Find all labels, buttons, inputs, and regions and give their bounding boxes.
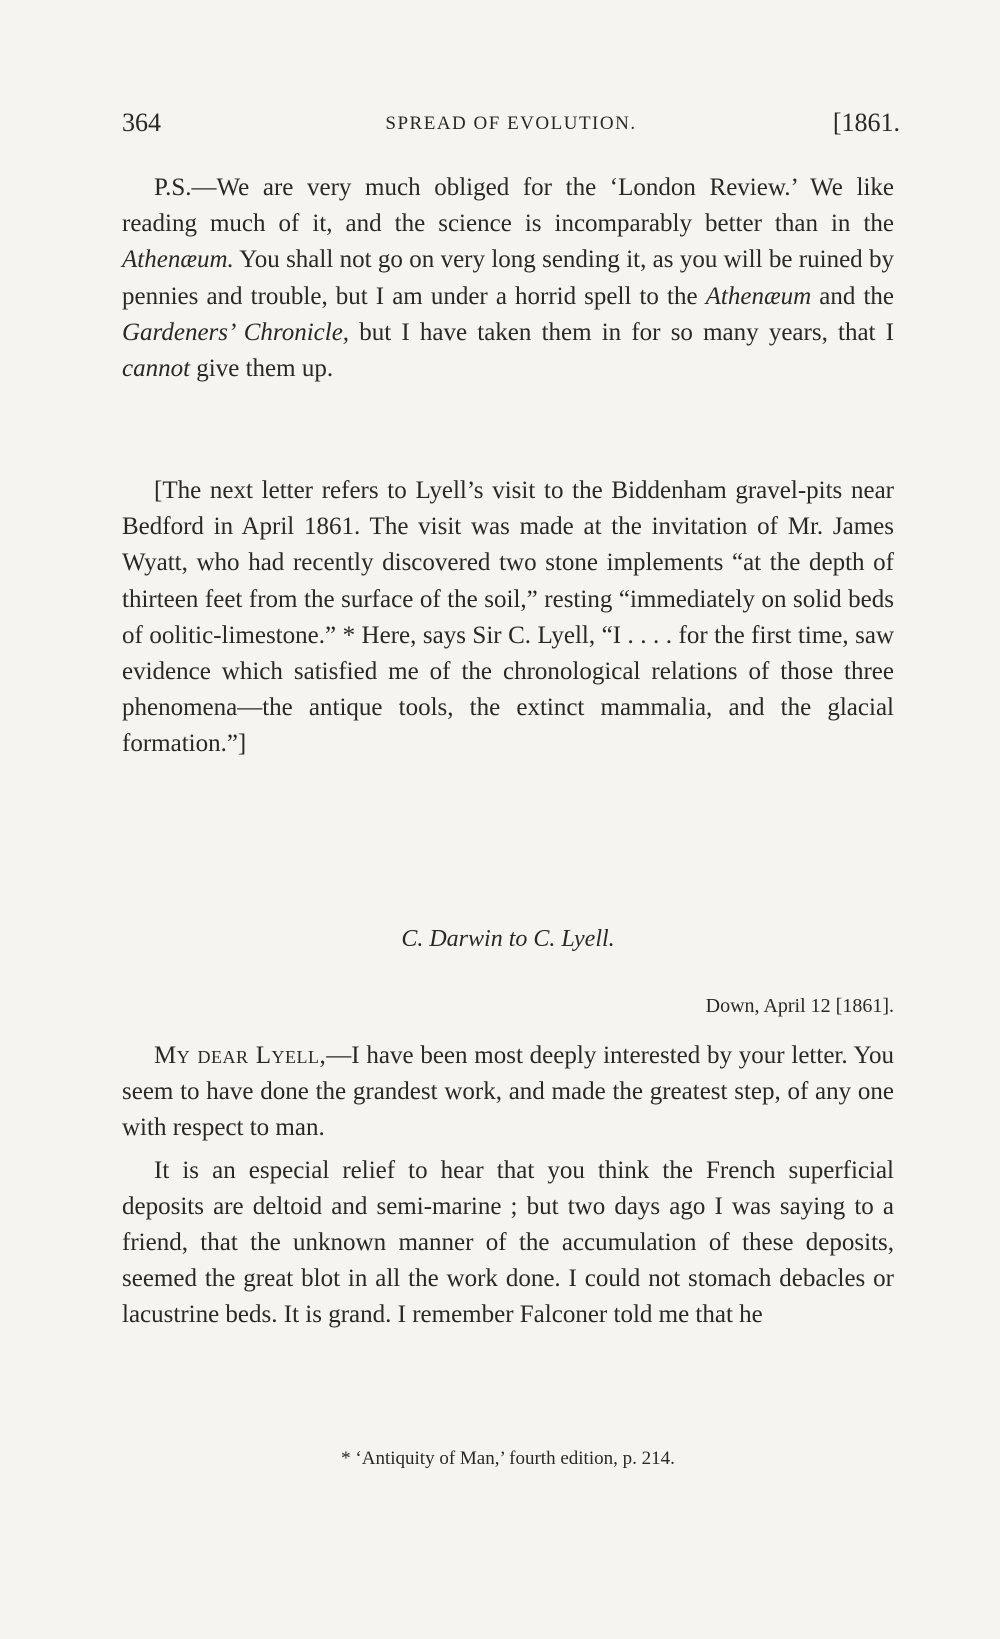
postscript-paragraph xyxy=(122,170,894,387)
postscript-italic-athenaeum: Athenæum xyxy=(705,282,812,310)
page-header xyxy=(122,108,900,148)
postscript-text-part: and the xyxy=(811,282,894,310)
postscript-text-part: but I have taken them in for so many years, that I xyxy=(349,318,894,346)
footnote: * ‘Antiquity of Man,’ fourth edition, p. 214. xyxy=(341,1448,675,1469)
letter-salutation: My dear Lyell, xyxy=(154,1042,327,1069)
letter-paragraph xyxy=(122,1038,894,1147)
page-number: 364 xyxy=(122,108,161,137)
letter-paragraph: It is an especial relief to hear that you think the French superficial deposits are deltoid and semi-marine ; but two days ago I was saying to a friend, that the unknown manner of the accumulation of these deposits, seemed the great blot in all the work done. I could not stomach debacles or lacustrine beds. It is grand. I remember Falconer told me that he xyxy=(122,1156,894,1329)
letter-dateline: Down, April 12 [1861]. xyxy=(705,995,894,1017)
postscript-italic-cannot: cannot xyxy=(122,355,191,383)
postscript-text-part: give them up. xyxy=(190,355,334,383)
header-year: [1861. xyxy=(832,108,900,137)
letter-heading: C. Darwin to C. Lyell. xyxy=(401,926,615,952)
letter-body xyxy=(122,1038,894,1334)
postscript-text xyxy=(122,170,894,387)
postscript-text-part: You shall not go on very long sending it, as you will be ruined by pennies and trouble, but I am under a horrid spell to the xyxy=(122,246,894,310)
running-title: SPREAD OF EVOLUTION. xyxy=(385,113,637,134)
postscript-text-part: P.S.—We are very much obliged for the ‘London Review.’ We like reading much of it, and the science is incomparably better than in the xyxy=(122,174,894,238)
editorial-note-text: [The next letter refers to Lyell’s visit to the Biddenham gravel-pits near Bedford in April 1861. The visit was made at the invitation of Mr. James Wyatt, who had recently discovered two stone implements “at the depth of thirteen feet from the surface of the soil,” resting “immediately on solid beds of oolitic-limestone.” * Here, says Sir C. Lyell, “I . . . . for the first time, saw evidence which satisfied me of the chronological relations of those three phenomena—the antique tools, the extinct mammalia, and the glacial formation.”] xyxy=(122,477,894,758)
editorial-note xyxy=(122,473,894,763)
postscript-italic-chronicle: Gardeners’ Chronicle, xyxy=(122,318,350,346)
postscript-italic-athenaeum: Athenæum. xyxy=(122,246,234,274)
letter-paragraph-text: —I have been most deeply interested by your letter. You seem to have done the grandest work, and made the greatest step, of any one with respect to man. xyxy=(122,1042,895,1142)
